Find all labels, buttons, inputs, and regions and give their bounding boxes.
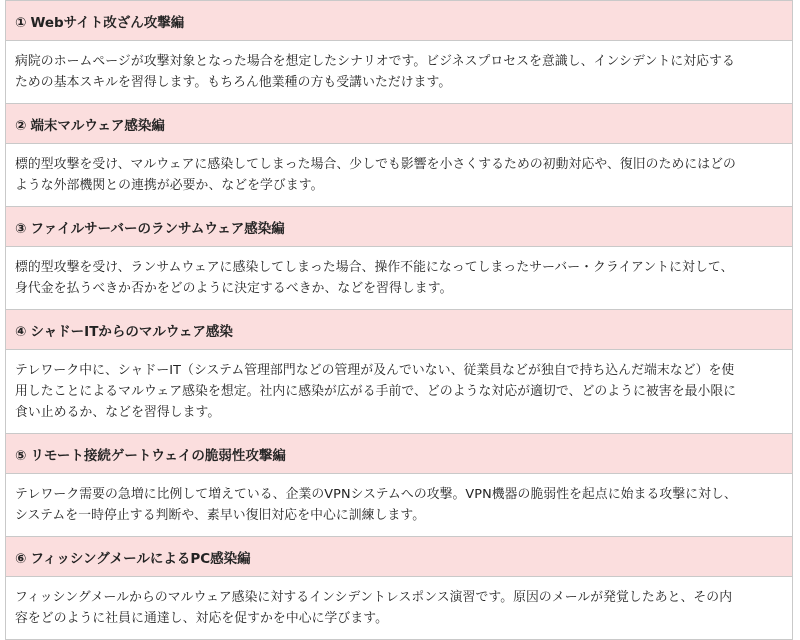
scenario-description-line: システムを一時停止する判断や、素早い復旧対応を中心に訓練します。	[15, 508, 426, 523]
scenario-number: ①	[15, 14, 27, 31]
scenario-description-line: 食い止めるか、などを習得します。	[15, 405, 221, 420]
scenario-title-row	[6, 434, 793, 474]
scenario-number: ②	[15, 117, 27, 134]
scenario-title: リモート接続ゲートウェイの脆弱性攻撃編	[30, 447, 286, 464]
scenario-description-line: 用したことによるマルウェア感染を想定。社内に感染が広がる手前で、どのような対応が適切で、どのように被害を最小限に	[15, 384, 737, 399]
scenario-description-row	[6, 350, 793, 434]
scenario-description-line: 身代金を払うべきか否かをどのように決定するべきか、などを習得します。	[15, 281, 453, 296]
scenario-title: ファイルサーバーのランサムウェア感染編	[30, 220, 285, 237]
scenario-description-line: フィッシングメールからのマルウェア感染に対するインシデントレスポンス演習です。原因のメールが発覚したあと、その内	[15, 590, 733, 605]
scenario-title-cell	[6, 207, 793, 247]
scenario-description-row	[6, 247, 793, 310]
scenario-description-line: ための基本スキルを習得します。もちろん他業種の方も受講いただけます。	[15, 75, 452, 90]
scenario-title: フィッシングメールによるPC感染編	[30, 550, 251, 567]
scenario-title-cell	[6, 537, 793, 577]
scenario-description-row	[6, 41, 793, 104]
scenario-title-row	[6, 207, 793, 247]
scenario-title-row	[6, 1, 793, 41]
scenario-description-line: 標的型攻撃を受け、マルウェアに感染してしまった場合、少しでも影響を小さくするための初動対応や、復旧のためにはどの	[15, 157, 736, 172]
scenario-title-cell	[6, 310, 793, 350]
scenario-title: シャドーITからのマルウェア感染	[30, 323, 233, 340]
scenario-number: ⑤	[15, 447, 27, 464]
scenario-title-row	[6, 310, 793, 350]
scenario-table	[5, 0, 793, 640]
scenario-number: ④	[15, 323, 27, 340]
scenario-description-line: ような外部機関との連携が必要か、などを学びます。	[15, 178, 324, 193]
scenario-description-cell	[6, 350, 793, 434]
scenario-title: 端末マルウェア感染編	[30, 117, 165, 134]
scenario-description-line: 容をどのように社員に通達し、対応を促すかを中心に学びます。	[15, 611, 388, 626]
scenario-description-cell	[6, 144, 793, 207]
scenario-title: Webサイト改ざん攻撃編	[30, 14, 185, 31]
scenario-description-line: テレワーク中に、シャドーIT（システム管理部門などの管理が及んでいない、従業員などが独自で持ち込んだ端末など）を使	[15, 363, 735, 378]
scenario-number: ⑥	[15, 550, 27, 567]
scenario-description-row	[6, 577, 793, 640]
scenario-description-row	[6, 474, 793, 537]
scenario-description-cell	[6, 577, 793, 640]
scenario-title-cell	[6, 434, 793, 474]
scenario-number: ③	[15, 220, 27, 237]
scenario-title-row	[6, 537, 793, 577]
scenario-description-line: テレワーク需要の急増に比例して増えている、企業のVPNシステムへの攻撃。VPN機器の脆弱性を起点に始まる攻撃に対し、	[15, 487, 737, 502]
scenario-description-line: 標的型攻撃を受け、ランサムウェアに感染してしまった場合、操作不能になってしまったサーバー・クライアントに対して、	[15, 260, 734, 275]
scenario-description-cell	[6, 247, 793, 310]
scenario-title-cell	[6, 1, 793, 41]
scenario-title-row	[6, 104, 793, 144]
scenario-title-cell	[6, 104, 793, 144]
scenario-description-line: 病院のホームページが攻撃対象となった場合を想定したシナリオです。ビジネスプロセスを意識し、インシデントに対応する	[15, 54, 735, 69]
scenario-description-cell	[6, 41, 793, 104]
scenario-description-cell	[6, 474, 793, 537]
scenario-description-row	[6, 144, 793, 207]
